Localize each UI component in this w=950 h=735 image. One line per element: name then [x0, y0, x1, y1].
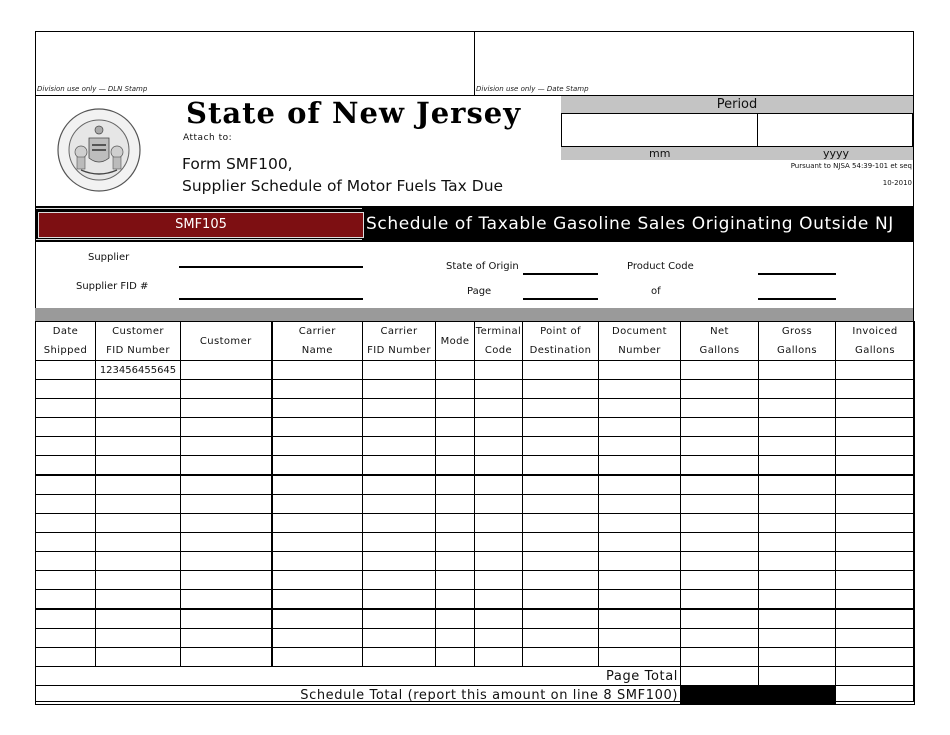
table-cell[interactable] — [599, 437, 681, 456]
table-cell[interactable] — [363, 399, 436, 418]
table-cell[interactable] — [436, 648, 475, 667]
table-cell[interactable] — [36, 533, 96, 552]
page-total-row — [36, 667, 915, 686]
table-cell[interactable] — [759, 514, 836, 533]
table-cell[interactable] — [272, 533, 363, 552]
table-cell[interactable] — [436, 514, 475, 533]
table-cell[interactable] — [599, 571, 681, 590]
table-cell[interactable] — [436, 571, 475, 590]
table-cell[interactable] — [36, 609, 96, 629]
table-cell[interactable] — [599, 361, 681, 380]
supplier-fid-label: Supplier FID # — [76, 281, 149, 292]
page-input[interactable] — [523, 298, 598, 300]
table-cell[interactable] — [475, 437, 523, 456]
table-cell[interactable] — [363, 495, 436, 514]
col-customer-fid: Customer FID Number — [96, 322, 181, 361]
table-cell[interactable] — [523, 629, 599, 648]
table-cell[interactable] — [272, 495, 363, 514]
table-cell[interactable] — [836, 437, 915, 456]
table-cell[interactable] — [599, 380, 681, 399]
banner-stripe-top — [36, 208, 362, 209]
table-cell[interactable] — [681, 629, 759, 648]
table-cell[interactable] — [363, 571, 436, 590]
table-cell[interactable] — [363, 609, 436, 629]
table-cell[interactable] — [436, 495, 475, 514]
table-cell[interactable] — [523, 609, 599, 629]
table-cell[interactable] — [363, 590, 436, 610]
table-row — [36, 571, 915, 590]
table-cell[interactable] — [36, 495, 96, 514]
table-cell[interactable] — [436, 361, 475, 380]
table-cell[interactable] — [272, 380, 363, 399]
period-format-bar — [561, 147, 913, 160]
table-cell[interactable] — [681, 514, 759, 533]
table-cell[interactable] — [181, 456, 272, 476]
table-row — [36, 609, 915, 629]
table-cell[interactable] — [475, 514, 523, 533]
col-mode: Mode — [436, 322, 475, 361]
table-cell[interactable] — [759, 475, 836, 495]
table-cell[interactable] — [272, 437, 363, 456]
table-cell[interactable] — [363, 648, 436, 667]
table-cell[interactable] — [836, 629, 915, 648]
table-cell[interactable] — [272, 571, 363, 590]
table-cell[interactable] — [96, 495, 181, 514]
table-cell[interactable] — [36, 648, 96, 667]
table-cell[interactable] — [181, 475, 272, 495]
table-cell[interactable] — [363, 533, 436, 552]
table-cell[interactable] — [523, 495, 599, 514]
table-cell[interactable] — [836, 399, 915, 418]
table-cell[interactable] — [523, 380, 599, 399]
table-cell[interactable] — [759, 552, 836, 571]
table-cell[interactable] — [181, 380, 272, 399]
table-cell[interactable] — [475, 648, 523, 667]
table-row — [36, 533, 915, 552]
table-row — [36, 590, 915, 610]
table-cell[interactable] — [363, 514, 436, 533]
table-cell[interactable] — [759, 629, 836, 648]
table-cell[interactable] — [36, 475, 96, 495]
schedule-total-row — [36, 686, 915, 705]
table-cell[interactable] — [836, 495, 915, 514]
table-cell[interactable] — [36, 514, 96, 533]
table-cell[interactable] — [96, 456, 181, 476]
table-cell[interactable] — [436, 533, 475, 552]
table-cell[interactable] — [36, 361, 96, 380]
table-cell[interactable] — [475, 533, 523, 552]
table-cell[interactable] — [836, 514, 915, 533]
table-row — [36, 629, 915, 648]
table-cell[interactable] — [272, 399, 363, 418]
col-date-shipped: Date Shipped — [36, 322, 96, 361]
page-total-gross[interactable] — [759, 667, 836, 686]
customer-fid-value[interactable]: 123456455645 — [96, 361, 181, 380]
state-seal-icon — [57, 108, 141, 192]
table-cell[interactable] — [523, 533, 599, 552]
table-cell[interactable] — [836, 456, 915, 476]
table-cell[interactable] — [523, 514, 599, 533]
table-cell[interactable] — [523, 418, 599, 437]
table-cell[interactable] — [96, 514, 181, 533]
col-net-gallons: Net Gallons — [681, 322, 759, 361]
col-point-of-destination: Point of Destination — [523, 322, 599, 361]
table-cell[interactable] — [836, 418, 915, 437]
table-cell[interactable] — [523, 361, 599, 380]
table-cell[interactable] — [36, 590, 96, 610]
table-cell[interactable] — [523, 648, 599, 667]
schedule-title: Schedule of Taxable Gasoline Sales Originating Outside NJ — [366, 214, 894, 234]
table-cell[interactable] — [759, 495, 836, 514]
table-cell[interactable] — [681, 418, 759, 437]
table-row — [36, 456, 915, 476]
table-cell[interactable] — [475, 609, 523, 629]
table-cell[interactable] — [599, 552, 681, 571]
table-cell[interactable] — [681, 456, 759, 476]
table-cell[interactable] — [272, 475, 363, 495]
table-cell[interactable] — [363, 437, 436, 456]
table-cell[interactable] — [436, 590, 475, 610]
page-total-label: Page Total — [36, 667, 681, 686]
page-of-input[interactable] — [758, 298, 836, 300]
table-cell[interactable] — [475, 456, 523, 476]
table-cell[interactable] — [836, 475, 915, 495]
schedule-total-blocked — [681, 686, 836, 705]
table-cell[interactable] — [436, 437, 475, 456]
table-cell[interactable] — [272, 609, 363, 629]
table-cell[interactable] — [523, 399, 599, 418]
table-cell[interactable] — [836, 380, 915, 399]
table-cell[interactable] — [436, 475, 475, 495]
form-code: SMF105 — [38, 212, 364, 238]
table-cell[interactable] — [181, 514, 272, 533]
table-cell[interactable] — [96, 533, 181, 552]
table-cell[interactable] — [523, 475, 599, 495]
table-cell[interactable] — [599, 533, 681, 552]
table-cell[interactable] — [681, 648, 759, 667]
form-name-line2: Supplier Schedule of Motor Fuels Tax Due — [182, 177, 504, 195]
revision-note: 10-2010 — [882, 179, 912, 187]
table-row — [36, 380, 915, 399]
schedule-total-label: Schedule Total (report this amount on line 8 SMF100) — [36, 686, 681, 705]
period-mm-label: mm — [649, 147, 671, 160]
of-label: of — [651, 286, 661, 297]
table-cell[interactable] — [759, 399, 836, 418]
table-cell[interactable] — [36, 629, 96, 648]
table-cell[interactable] — [272, 361, 363, 380]
table-cell[interactable] — [523, 456, 599, 476]
table-cell[interactable] — [759, 380, 836, 399]
table-cell[interactable] — [363, 475, 436, 495]
table-cell[interactable] — [96, 571, 181, 590]
table-cell[interactable] — [681, 399, 759, 418]
table-cell[interactable] — [759, 456, 836, 476]
table-cell[interactable] — [36, 552, 96, 571]
table-cell[interactable] — [96, 552, 181, 571]
col-terminal-code: Terminal Code — [475, 322, 523, 361]
table-cell[interactable] — [96, 475, 181, 495]
statute-note: Pursuant to NJSA 54:39-101 et seq — [790, 162, 912, 170]
col-customer: Customer — [181, 322, 272, 361]
table-cell[interactable] — [599, 629, 681, 648]
table-cell[interactable] — [599, 495, 681, 514]
table-cell[interactable] — [759, 609, 836, 629]
page-total-net[interactable] — [681, 667, 759, 686]
table-cell[interactable] — [436, 609, 475, 629]
schedule-table — [35, 321, 915, 705]
table-cell[interactable] — [599, 475, 681, 495]
table-cell[interactable] — [96, 648, 181, 667]
table-row — [36, 361, 915, 380]
state-of-origin-label: State of Origin — [446, 261, 519, 272]
col-document-number: Document Number — [599, 322, 681, 361]
table-cell[interactable] — [836, 552, 915, 571]
page-total-invoiced[interactable] — [836, 667, 915, 686]
dln-stamp-label: Division use only — DLN Stamp — [37, 85, 148, 93]
supplier-label: Supplier — [88, 252, 130, 263]
table-cell[interactable] — [523, 571, 599, 590]
table-row — [36, 648, 915, 667]
table-cell[interactable] — [681, 552, 759, 571]
table-cell[interactable] — [475, 629, 523, 648]
table-cell[interactable] — [272, 590, 363, 610]
supplier-input[interactable] — [179, 266, 363, 268]
col-carrier-fid: Carrier FID Number — [363, 322, 436, 361]
table-cell[interactable] — [836, 590, 915, 610]
table-cell[interactable] — [272, 418, 363, 437]
table-cell[interactable] — [475, 571, 523, 590]
table-cell[interactable] — [759, 590, 836, 610]
table-cell[interactable] — [363, 361, 436, 380]
table-cell[interactable] — [436, 456, 475, 476]
table-cell[interactable] — [475, 380, 523, 399]
table-cell[interactable] — [436, 380, 475, 399]
attach-to-label: Attach to: — [183, 133, 233, 143]
state-of-origin-input[interactable] — [523, 273, 598, 275]
page-label: Page — [467, 286, 492, 297]
table-cell[interactable] — [96, 609, 181, 629]
table-cell[interactable] — [681, 533, 759, 552]
table-cell[interactable] — [181, 590, 272, 610]
schedule-total-invoiced[interactable] — [836, 686, 915, 705]
table-cell[interactable] — [759, 437, 836, 456]
table-row — [36, 514, 915, 533]
table-cell[interactable] — [475, 590, 523, 610]
table-cell[interactable] — [96, 629, 181, 648]
period-mm-input[interactable] — [561, 113, 758, 147]
table-cell[interactable] — [681, 380, 759, 399]
table-cell[interactable] — [181, 437, 272, 456]
table-cell[interactable] — [272, 629, 363, 648]
section-divider — [35, 308, 913, 321]
table-row — [36, 552, 915, 571]
table-cell[interactable] — [836, 571, 915, 590]
table-cell[interactable] — [36, 437, 96, 456]
table-cell[interactable] — [436, 399, 475, 418]
table-cell[interactable] — [36, 418, 96, 437]
date-stamp-label: Division use only — Date Stamp — [476, 85, 589, 93]
table-cell[interactable] — [363, 552, 436, 571]
form-name-line1: Form SMF100, — [182, 155, 293, 173]
table-cell[interactable] — [36, 456, 96, 476]
table-row — [36, 437, 915, 456]
table-cell[interactable] — [599, 514, 681, 533]
table-cell[interactable] — [836, 361, 915, 380]
table-cell[interactable] — [96, 380, 181, 399]
table-cell[interactable] — [681, 475, 759, 495]
product-code-label: Product Code — [627, 261, 694, 272]
table-cell[interactable] — [96, 590, 181, 610]
state-title: State of New Jersey — [186, 96, 522, 130]
table-header — [36, 322, 915, 361]
table-cell[interactable] — [681, 609, 759, 629]
table-cell[interactable] — [681, 571, 759, 590]
table-cell[interactable] — [836, 533, 915, 552]
table-row — [36, 399, 915, 418]
table-cell[interactable] — [36, 380, 96, 399]
table-cell[interactable] — [363, 456, 436, 476]
table-row — [36, 418, 915, 437]
table-cell[interactable] — [475, 418, 523, 437]
table-cell[interactable] — [759, 418, 836, 437]
table-cell[interactable] — [599, 609, 681, 629]
table-cell[interactable] — [523, 437, 599, 456]
table-cell[interactable] — [759, 533, 836, 552]
table-cell[interactable] — [363, 629, 436, 648]
period-yyyy-label: yyyy — [823, 147, 850, 160]
table-cell[interactable] — [599, 456, 681, 476]
col-invoiced-gallons: Invoiced Gallons — [836, 322, 915, 361]
table-cell[interactable] — [681, 361, 759, 380]
table-cell[interactable] — [759, 571, 836, 590]
table-cell[interactable] — [96, 418, 181, 437]
table-cell[interactable] — [96, 399, 181, 418]
table-cell[interactable] — [36, 399, 96, 418]
col-gross-gallons: Gross Gallons — [759, 322, 836, 361]
table-cell[interactable] — [681, 590, 759, 610]
table-cell[interactable] — [272, 552, 363, 571]
table-cell[interactable] — [272, 456, 363, 476]
table-cell[interactable] — [96, 437, 181, 456]
table-cell[interactable] — [523, 590, 599, 610]
table-cell[interactable] — [475, 552, 523, 571]
table-cell[interactable] — [599, 590, 681, 610]
table-cell[interactable] — [181, 399, 272, 418]
table-cell[interactable] — [181, 533, 272, 552]
table-cell[interactable] — [181, 552, 272, 571]
table-cell[interactable] — [272, 514, 363, 533]
table-cell[interactable] — [836, 648, 915, 667]
supplier-fid-input[interactable] — [179, 298, 363, 300]
table-cell[interactable] — [475, 475, 523, 495]
table-cell[interactable] — [475, 495, 523, 514]
table-cell[interactable] — [181, 648, 272, 667]
table-cell[interactable] — [599, 418, 681, 437]
product-code-input[interactable] — [758, 273, 836, 275]
table-cell[interactable] — [599, 648, 681, 667]
table-cell[interactable] — [759, 648, 836, 667]
table-cell[interactable] — [36, 571, 96, 590]
table-cell[interactable] — [436, 552, 475, 571]
period-label: Period — [561, 96, 913, 113]
stamp-divider — [474, 31, 475, 96]
table-cell[interactable] — [475, 361, 523, 380]
period-yyyy-input[interactable] — [758, 113, 913, 147]
table-cell[interactable] — [599, 399, 681, 418]
banner-stripe-bottom — [36, 239, 362, 240]
table-row — [36, 495, 915, 514]
table-cell[interactable] — [475, 399, 523, 418]
table-cell[interactable] — [759, 361, 836, 380]
table-cell[interactable] — [181, 361, 272, 380]
table-cell[interactable] — [181, 609, 272, 629]
table-cell[interactable] — [436, 418, 475, 437]
table-cell[interactable] — [363, 418, 436, 437]
table-cell[interactable] — [181, 495, 272, 514]
table-cell[interactable] — [681, 495, 759, 514]
table-row — [36, 475, 915, 495]
table-cell[interactable] — [363, 380, 436, 399]
table-cell[interactable] — [181, 571, 272, 590]
table-cell[interactable] — [181, 629, 272, 648]
table-cell[interactable] — [181, 418, 272, 437]
table-cell[interactable] — [681, 437, 759, 456]
table-cell[interactable] — [836, 609, 915, 629]
table-cell[interactable] — [523, 552, 599, 571]
table-cell[interactable] — [272, 648, 363, 667]
table-cell[interactable] — [436, 629, 475, 648]
col-carrier-name: Carrier Name — [272, 322, 363, 361]
